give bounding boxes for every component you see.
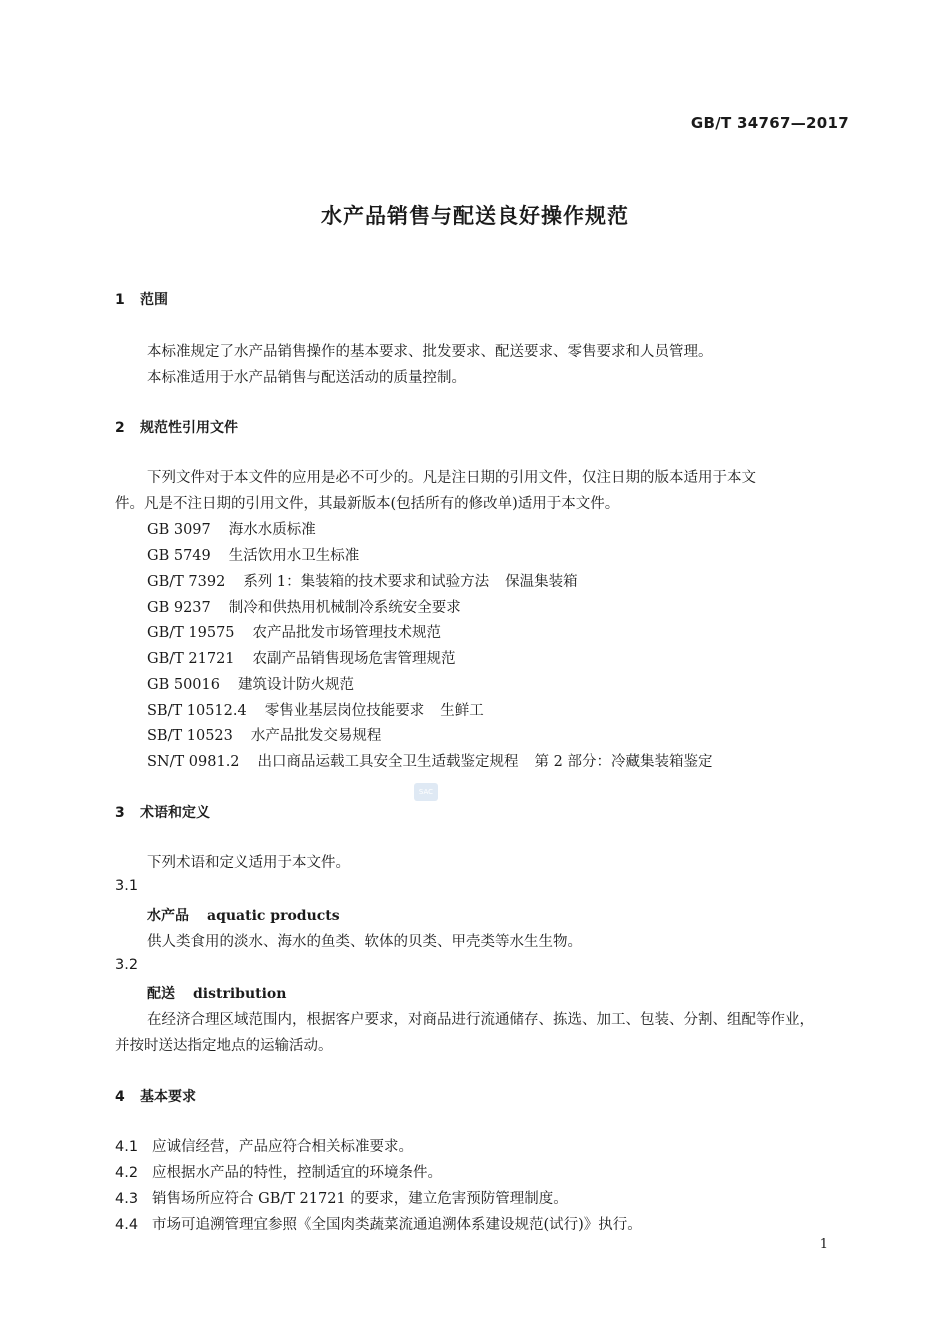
reference-item — [147, 518, 316, 539]
watermark-logo: SAC — [414, 783, 438, 801]
reference-code: SB/T 10512.4 — [147, 703, 247, 719]
section-3-heading — [115, 802, 210, 822]
reference-code: SN/T 0981.2 — [147, 754, 240, 770]
term-en: distribution — [193, 986, 287, 1002]
section-title: 范围 — [140, 292, 168, 308]
section-number: 1 — [115, 292, 125, 308]
reference-code: GB 5749 — [147, 548, 211, 564]
scope-paragraph-2: 本标准适用于水产品销售与配送活动的质量控制。 — [147, 370, 466, 386]
section-number: 2 — [115, 420, 125, 436]
item-number: 4.4 — [115, 1217, 139, 1233]
reference-item — [147, 596, 461, 617]
standard-code: GB/T 34767—2017 — [690, 114, 849, 132]
reference-subtitle: 生鲜工 — [440, 703, 484, 719]
section-title: 规范性引用文件 — [140, 420, 238, 436]
item-number: 4.1 — [115, 1139, 139, 1155]
term-number: 3.2 — [115, 957, 139, 973]
term-definition-line-1: 在经济合理区域范围内，根据客户要求，对商品进行流通储存、拣选、加工、包装、分割、组配等作业， — [147, 1012, 814, 1028]
item-text: 市场可追溯管理宜参照《全国肉类蔬菜流通追溯体系建设规范(试行)》执行。 — [152, 1217, 642, 1233]
reference-item — [147, 724, 381, 745]
section-number: 4 — [115, 1089, 125, 1105]
reference-title: 出口商品运载工具安全卫生适载鉴定规程 — [257, 754, 519, 770]
term-number: 3.1 — [115, 878, 139, 894]
reference-code: GB/T 7392 — [147, 574, 226, 590]
item-text: 销售场所应符合 GB/T 21721 的要求，建立危害预防管理制度。 — [152, 1191, 568, 1207]
page-number: 1 — [819, 1237, 828, 1252]
section-number: 3 — [115, 805, 125, 821]
term-zh: 配送 — [147, 986, 175, 1002]
requirement-item — [115, 1135, 413, 1156]
reference-item — [147, 699, 484, 720]
scope-paragraph-1: 本标准规定了水产品销售操作的基本要求、批发要求、配送要求、零售要求和人员管理。 — [147, 344, 713, 360]
reference-code: GB 50016 — [147, 677, 220, 693]
item-text: 应根据水产品的特性，控制适宜的环境条件。 — [152, 1165, 442, 1181]
terms-intro: 下列术语和定义适用于本文件。 — [147, 855, 350, 871]
term-definition-line-2: 并按时送达指定地点的运输活动。 — [115, 1038, 333, 1054]
reference-item — [147, 570, 578, 591]
reference-subtitle: 保温集装箱 — [505, 574, 578, 590]
reference-code: GB/T 19575 — [147, 625, 235, 641]
requirement-item — [115, 1161, 442, 1182]
term-heading — [147, 905, 340, 925]
refs-intro-line-2: 件。凡是不注日期的引用文件，其最新版本(包括所有的修改单)适用于本文件。 — [115, 496, 620, 512]
item-number: 4.3 — [115, 1191, 139, 1207]
section-title: 术语和定义 — [140, 805, 210, 821]
reference-code: GB/T 21721 — [147, 651, 235, 667]
section-4-heading — [115, 1086, 196, 1106]
item-text: 应诚信经营，产品应符合相关标准要求。 — [152, 1139, 413, 1155]
section-title: 基本要求 — [140, 1089, 196, 1105]
reference-title: 农产品批发市场管理技术规范 — [252, 625, 442, 641]
refs-intro-line-1: 下列文件对于本文件的应用是必不可少的。凡是注日期的引用文件，仅注日期的版本适用于本文 — [147, 470, 756, 486]
term-zh: 水产品 — [147, 908, 189, 924]
reference-title: 建筑设计防火规范 — [237, 677, 354, 693]
reference-title: 农副产品销售现场危害管理规范 — [252, 651, 456, 667]
reference-title: 系列 1：集装箱的技术要求和试验方法 — [243, 574, 490, 590]
term-en: aquatic products — [207, 908, 340, 924]
term-definition: 供人类食用的淡水、海水的鱼类、软体的贝类、甲壳类等水生生物。 — [147, 934, 582, 950]
reference-code: GB 3097 — [147, 522, 211, 538]
document-title: 水产品销售与配送良好操作规范 — [321, 204, 629, 228]
term-heading — [147, 983, 286, 1003]
reference-title: 生活饮用水卫生标准 — [228, 548, 360, 564]
reference-item — [147, 621, 441, 642]
reference-item — [147, 750, 712, 771]
requirement-item — [115, 1187, 568, 1208]
reference-title: 水产品批发交易规程 — [250, 728, 382, 744]
section-2-heading — [115, 417, 238, 437]
reference-item — [147, 673, 354, 694]
reference-item — [147, 647, 456, 668]
section-1-heading — [115, 289, 168, 309]
reference-title: 制冷和供热用机械制冷系统安全要求 — [228, 600, 461, 616]
reference-subtitle: 第 2 部分：冷藏集装箱鉴定 — [534, 754, 713, 770]
reference-code: SB/T 10523 — [147, 728, 233, 744]
reference-title: 海水水质标准 — [228, 522, 316, 538]
item-number: 4.2 — [115, 1165, 139, 1181]
reference-code: GB 9237 — [147, 600, 211, 616]
requirement-item — [115, 1213, 642, 1234]
reference-title: 零售业基层岗位技能要求 — [264, 703, 425, 719]
reference-item — [147, 544, 359, 565]
